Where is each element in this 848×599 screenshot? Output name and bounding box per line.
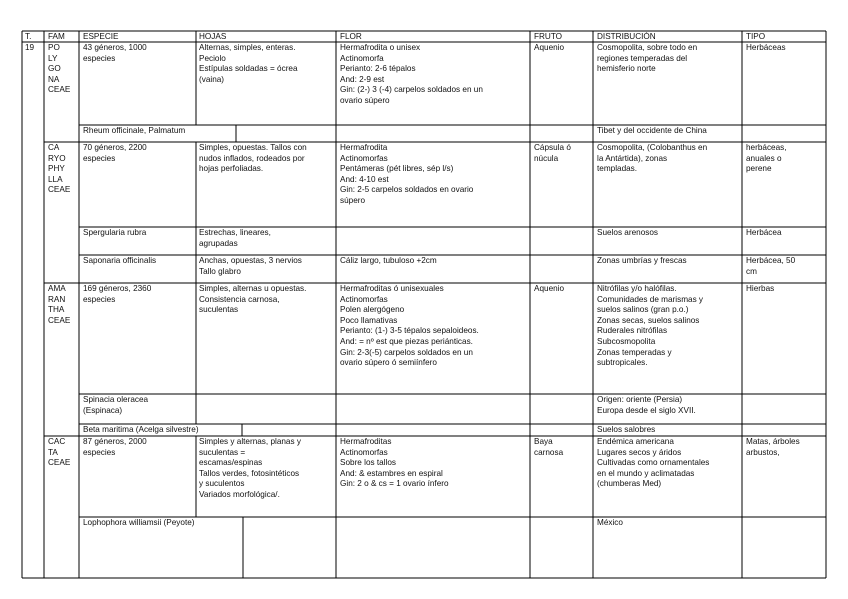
header-tipo: TIPO: [746, 32, 766, 41]
family-especie: 70 géneros, 2200 especies: [83, 143, 147, 163]
example-especie: Rheum officinale, Palmatum: [83, 126, 186, 135]
order-number: 19: [25, 43, 35, 52]
family-especie: 169 géneros, 2360 especies: [83, 284, 152, 304]
family-tipo: Hierbas: [746, 284, 775, 293]
example-hojas: Estrechas, lineares, agrupadas: [199, 228, 271, 248]
family-distribucion: Endémica americana Lugares secos y áridos Cultivadas como ornamentales en el mundo y aclimatadas (chumberas Med): [597, 437, 710, 489]
example-distribucion: Origen: oriente (Persia) Europa desde el siglo XVII.: [597, 395, 696, 415]
family-name-amaranthaceae: AMA RAN THA CEAE: [48, 284, 71, 325]
example-especie: Spinacia oleracea (Espinaca): [83, 395, 149, 415]
family-distribucion: Cosmopolita, (Colobanthus en la Antártida), zonas templadas.: [597, 143, 708, 174]
family-flor: Hermafroditas ó unisexuales Actinomorfas Polen alergógeno Poco llamativas Perianto: (1-) 3-5 tépalos sepaloideos. And: = nº est que piezas periánticas. Gin: 2-3(-5) carpelos soldados en un ovario súpero ó semiínfero: [340, 284, 479, 368]
example-hojas: Anchas, opuestas, 3 nervios Tallo glabro: [199, 256, 302, 276]
example-tipo: Herbácea, 50 cm: [746, 256, 796, 276]
family-hojas: Simples, opuestas. Tallos con nudos inflados, rodeados por hojas perfoliadas.: [199, 143, 307, 174]
family-hojas: Simples, alternas u opuestas. Consistencia carnosa, suculentas: [199, 284, 307, 315]
family-fruto: Baya carnosa: [534, 437, 564, 457]
example-distribucion: Tibet y del occidente de China: [597, 126, 707, 135]
family-tipo: Herbáceas: [746, 43, 786, 52]
family-especie: 43 géneros, 1000 especies: [83, 43, 147, 63]
family-hojas: Simples y alternas, planas y suculentas = escamas/espinas Tallos verdes, fotosintéticos y suculentos Variados morfológica/.: [199, 437, 301, 499]
header-flor: FLOR: [340, 32, 362, 41]
family-tipo: Matas, árboles arbustos,: [746, 437, 800, 457]
header-fam: FAM: [48, 32, 65, 41]
example-especie: Saponaria officinalis: [83, 256, 157, 265]
header-distribucion: DISTRIBUCIÓN: [597, 32, 656, 41]
header-fruto: FRUTO: [534, 32, 563, 41]
header-especie: ESPECIE: [83, 32, 119, 41]
family-name-polygonaceae: PO LY GO NA CEAE: [48, 43, 71, 95]
family-flor: Hermafrodita Actinomorfas Pentámeras (pét libres, sép l/s) And: 4-10 est Gin: 2-5 carpelos soldados en ovario súpero: [340, 143, 474, 205]
example-distribucion: Suelos arenosos: [597, 228, 658, 237]
example-distribucion: Zonas umbrías y frescas: [597, 256, 687, 265]
family-fruto: Aquenio: [534, 284, 565, 293]
family-fruto: Aquenio: [534, 43, 565, 52]
family-hojas: Alternas, simples, enteras. Peciolo Estípulas soldadas = ócrea (vaina): [199, 43, 298, 84]
example-tipo: Herbácea: [746, 228, 782, 237]
family-fruto: Cápsula ó núcula: [534, 143, 571, 163]
example-especie: Beta maritima (Acelga silvestre): [83, 425, 199, 434]
family-name-caryophyllaceae: CA RYO PHY LLA CEAE: [48, 143, 71, 195]
family-distribucion: Cosmopolita, sobre todo en regiones temperadas del hemisferio norte: [597, 43, 698, 74]
example-distribucion: México: [597, 518, 623, 527]
example-distribucion: Suelos salobres: [597, 425, 656, 434]
header-t: T.: [25, 32, 32, 41]
example-especie: Spergularia rubra: [83, 228, 147, 237]
family-especie: 87 géneros, 2000 especies: [83, 437, 147, 457]
family-tipo: herbáceas, anuales o perene: [746, 143, 787, 174]
family-flor: Hermafroditas Actinomorfas Sobre los tallos And: & estambres en espiral Gin: 2 o & cs = 1 ovario ínfero: [340, 437, 449, 489]
example-especie: Lophophora williamsii (Peyote): [83, 518, 195, 527]
family-flor: Hermafrodita o unisex Actinomorfa Perianto: 2-6 tépalos And: 2-9 est Gin: (2-) 3 (-4) carpelos soldados en un ovario súpero: [340, 43, 483, 105]
header-hojas: HOJAS: [199, 32, 227, 41]
family-distribucion: Nitrófilas y/o halófilas. Comunidades de marismas y suelos salinos (gran p.o.) Zonas secas, suelos salinos Ruderales nitrófilas Subcosmopolita Zonas temperadas y subtropicales.: [597, 284, 704, 368]
example-flor: Cáliz largo, tubuloso +2cm: [340, 256, 437, 265]
family-name-cactaceae: CAC TA CEAE: [48, 437, 71, 468]
